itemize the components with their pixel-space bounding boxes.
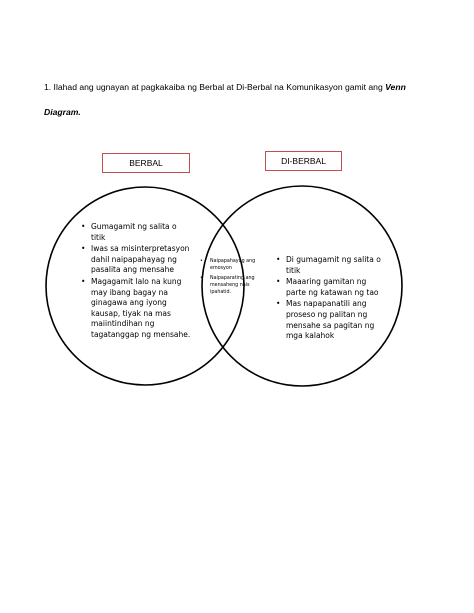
list-item — [276, 299, 382, 341]
item-text: Mas napapanatili ang proseso ng palitan ng mensahe sa pagitan ng mga kalahok — [286, 299, 375, 341]
berbal-list — [81, 222, 193, 342]
list-item — [200, 258, 268, 272]
list-item — [81, 244, 193, 276]
bullet-icon: • — [276, 299, 281, 309]
list-item — [276, 277, 382, 298]
bullet-icon: • — [81, 276, 86, 286]
bullet-icon: • — [200, 259, 203, 264]
list-item — [200, 275, 268, 296]
list-item — [276, 255, 382, 276]
item-text: Magagamit lalo na kung may ibang bagay na ginagawa ang iyong kausap, tiyak na mas maiintindihan ng tagatanggap ng mensahe. — [91, 276, 191, 339]
question-emphasis: Venn Diagram. — [44, 82, 406, 117]
bullet-icon: • — [200, 276, 203, 281]
list-item — [81, 222, 193, 243]
item-text: Naipaparating ang mensaheng nais ipahatid. — [210, 276, 255, 295]
item-text: Di gumagamit ng salita o titik — [286, 255, 381, 275]
bullet-icon: • — [81, 222, 86, 231]
item-text: Iwas sa misinterpretasyon dahil naipapahayag ng pasalita ang mensahe — [91, 244, 190, 275]
bullet-icon: • — [276, 255, 281, 264]
bullet-icon: • — [276, 277, 281, 287]
di-berbal-list — [276, 255, 382, 343]
berbal-label-box: BERBAL — [102, 153, 190, 173]
question-body: 1. Ilahad ang ugnayan at pagkakaiba ng Berbal at Di-Berbal na Komunikasyon gamit ang — [44, 82, 386, 92]
item-text: Gumagamit ng salita o titik — [91, 222, 177, 242]
bullet-icon: • — [81, 244, 86, 254]
overlap-list — [200, 258, 268, 299]
item-text: Naipapahayag ang emosyon — [210, 259, 256, 271]
list-item — [81, 277, 193, 341]
di-berbal-label-box: DI-BERBAL — [265, 151, 342, 171]
item-text: Maaaring gamitan ng parte ng katawan ng tao — [286, 277, 379, 297]
